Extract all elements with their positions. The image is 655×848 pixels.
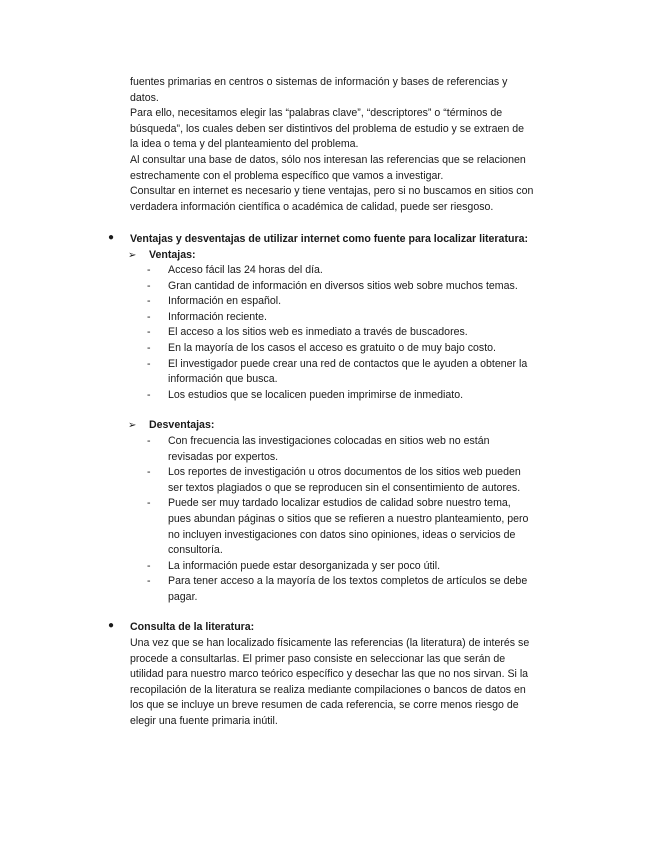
paragraph-line: elegir una fuente primaria inútil.	[130, 714, 278, 727]
item-text: Para tener acceso a la mayoría de los textos completos de artículos se debe	[168, 575, 528, 588]
item-text: En la mayoría de los casos el acceso es gratuito o de muy bajo costo.	[168, 341, 496, 354]
ventajas-list	[147, 263, 557, 403]
desventajas-list	[147, 434, 557, 606]
item-text: Información reciente.	[168, 310, 267, 323]
list-item	[147, 357, 557, 388]
dash-icon: -	[147, 326, 151, 339]
dash-icon: -	[147, 559, 151, 572]
paragraph-line: recopilación de la literatura se realiza mediante compilaciones o bancos de datos en	[130, 683, 526, 696]
dash-icon: -	[147, 466, 151, 479]
item-text: pues abundan páginas o sitios que se refieren a nuestro planteamiento, pero	[168, 512, 529, 525]
item-text: Gran cantidad de información en diversos sitios web sobre muchos temas.	[168, 279, 518, 292]
subsection-title: Ventajas:	[149, 249, 196, 261]
item-text: La información puede estar desorganizada y ser poco útil.	[168, 559, 441, 572]
item-text: El acceso a los sitios web es inmediato a través de buscadores.	[168, 326, 468, 339]
consulta-paragraph	[130, 636, 560, 730]
intro-line: Consultar en internet es necesario y tiene ventajas, pero si no buscamos en sitios con	[130, 185, 534, 198]
list-item	[147, 279, 557, 295]
dash-icon: -	[147, 341, 151, 354]
item-text: Los estudios que se localicen pueden imprimirse de inmediato.	[168, 388, 464, 401]
intro-line: verdadera información científica o académica de calidad, puede ser riesgoso.	[130, 200, 494, 213]
item-text: consultoría.	[168, 544, 223, 557]
intro-line: la idea o tema y del planteamiento del problema.	[130, 138, 359, 151]
list-item	[147, 310, 557, 326]
section-title: Ventajas y desventajas de utilizar internet como fuente para localizar literatura:	[130, 233, 528, 245]
intro-paragraph	[130, 75, 550, 215]
item-text: pagar.	[168, 590, 198, 603]
paragraph-line: utilidad para nuestro marco teórico específico y desechar las que no nos sirvan. Si la	[130, 668, 529, 681]
intro-line: búsqueda”, los cuales deben ser distintivos del problema de estudio y se extraen de	[130, 122, 524, 135]
dash-icon: -	[147, 279, 151, 292]
item-text: Con frecuencia las investigaciones colocadas en sitios web no están	[168, 435, 490, 447]
item-text: información que busca.	[168, 373, 278, 386]
intro-line: Para ello, necesitamos elegir las “palabras clave”, “descriptores” o “términos de	[130, 107, 503, 120]
item-text: ser textos plagiados o que se reproducen sin el consentimiento de autores.	[168, 481, 521, 494]
intro-line: Al consultar una base de datos, sólo nos interesan las referencias que se relacionen	[130, 153, 526, 166]
dash-icon: -	[147, 310, 151, 323]
bullet-icon: ●	[108, 232, 115, 243]
arrow-bullet-icon: ➢	[128, 420, 137, 431]
item-text: Los reportes de investigación u otros documentos de los sitios web pueden	[168, 466, 521, 479]
list-item	[147, 496, 557, 558]
item-text: revisadas por expertos.	[168, 450, 279, 463]
list-item	[147, 341, 557, 357]
item-text: Puede ser muy tardado localizar estudios de calidad sobre nuestro tema,	[168, 497, 511, 510]
bullet-icon: ●	[108, 620, 115, 631]
list-item	[147, 325, 557, 341]
list-item	[147, 434, 557, 465]
list-item	[147, 465, 557, 496]
list-item	[147, 294, 557, 310]
dash-icon: -	[147, 357, 151, 370]
section-title: Consulta de la literatura:	[130, 621, 255, 633]
intro-line: estrechamente con el problema específico que vamos a investigar.	[130, 169, 444, 182]
item-text: Acceso fácil las 24 horas del día.	[168, 264, 323, 276]
paragraph-line: procede a consultarlas. El primer paso consiste en seleccionar las que serán de	[130, 652, 506, 665]
dash-icon: -	[147, 295, 151, 308]
item-text: no incluyen investigaciones con datos sino opiniones, ideas o servicios de	[168, 528, 516, 541]
subsection-title: Desventajas:	[149, 419, 215, 431]
dash-icon: -	[147, 435, 151, 447]
dash-icon: -	[147, 497, 151, 510]
paragraph-line: Una vez que se han localizado físicamente las referencias (la literatura) de interés se	[130, 637, 530, 649]
list-item	[147, 388, 557, 404]
paragraph-line: los que se incluye un breve resumen de cada referencia, se corre menos riesgo de	[130, 699, 519, 712]
list-item	[147, 574, 557, 605]
dash-icon: -	[147, 264, 151, 276]
item-text: Información en español.	[168, 295, 282, 308]
list-item	[147, 263, 557, 279]
intro-line: datos.	[130, 91, 159, 104]
dash-icon: -	[147, 575, 151, 588]
arrow-bullet-icon: ➢	[128, 250, 137, 261]
item-text: El investigador puede crear una red de contactos que le ayuden a obtener la	[168, 357, 528, 370]
list-item	[147, 559, 557, 575]
intro-line: fuentes primarias en centros o sistemas de información y bases de referencias y	[130, 76, 508, 88]
dash-icon: -	[147, 388, 151, 401]
